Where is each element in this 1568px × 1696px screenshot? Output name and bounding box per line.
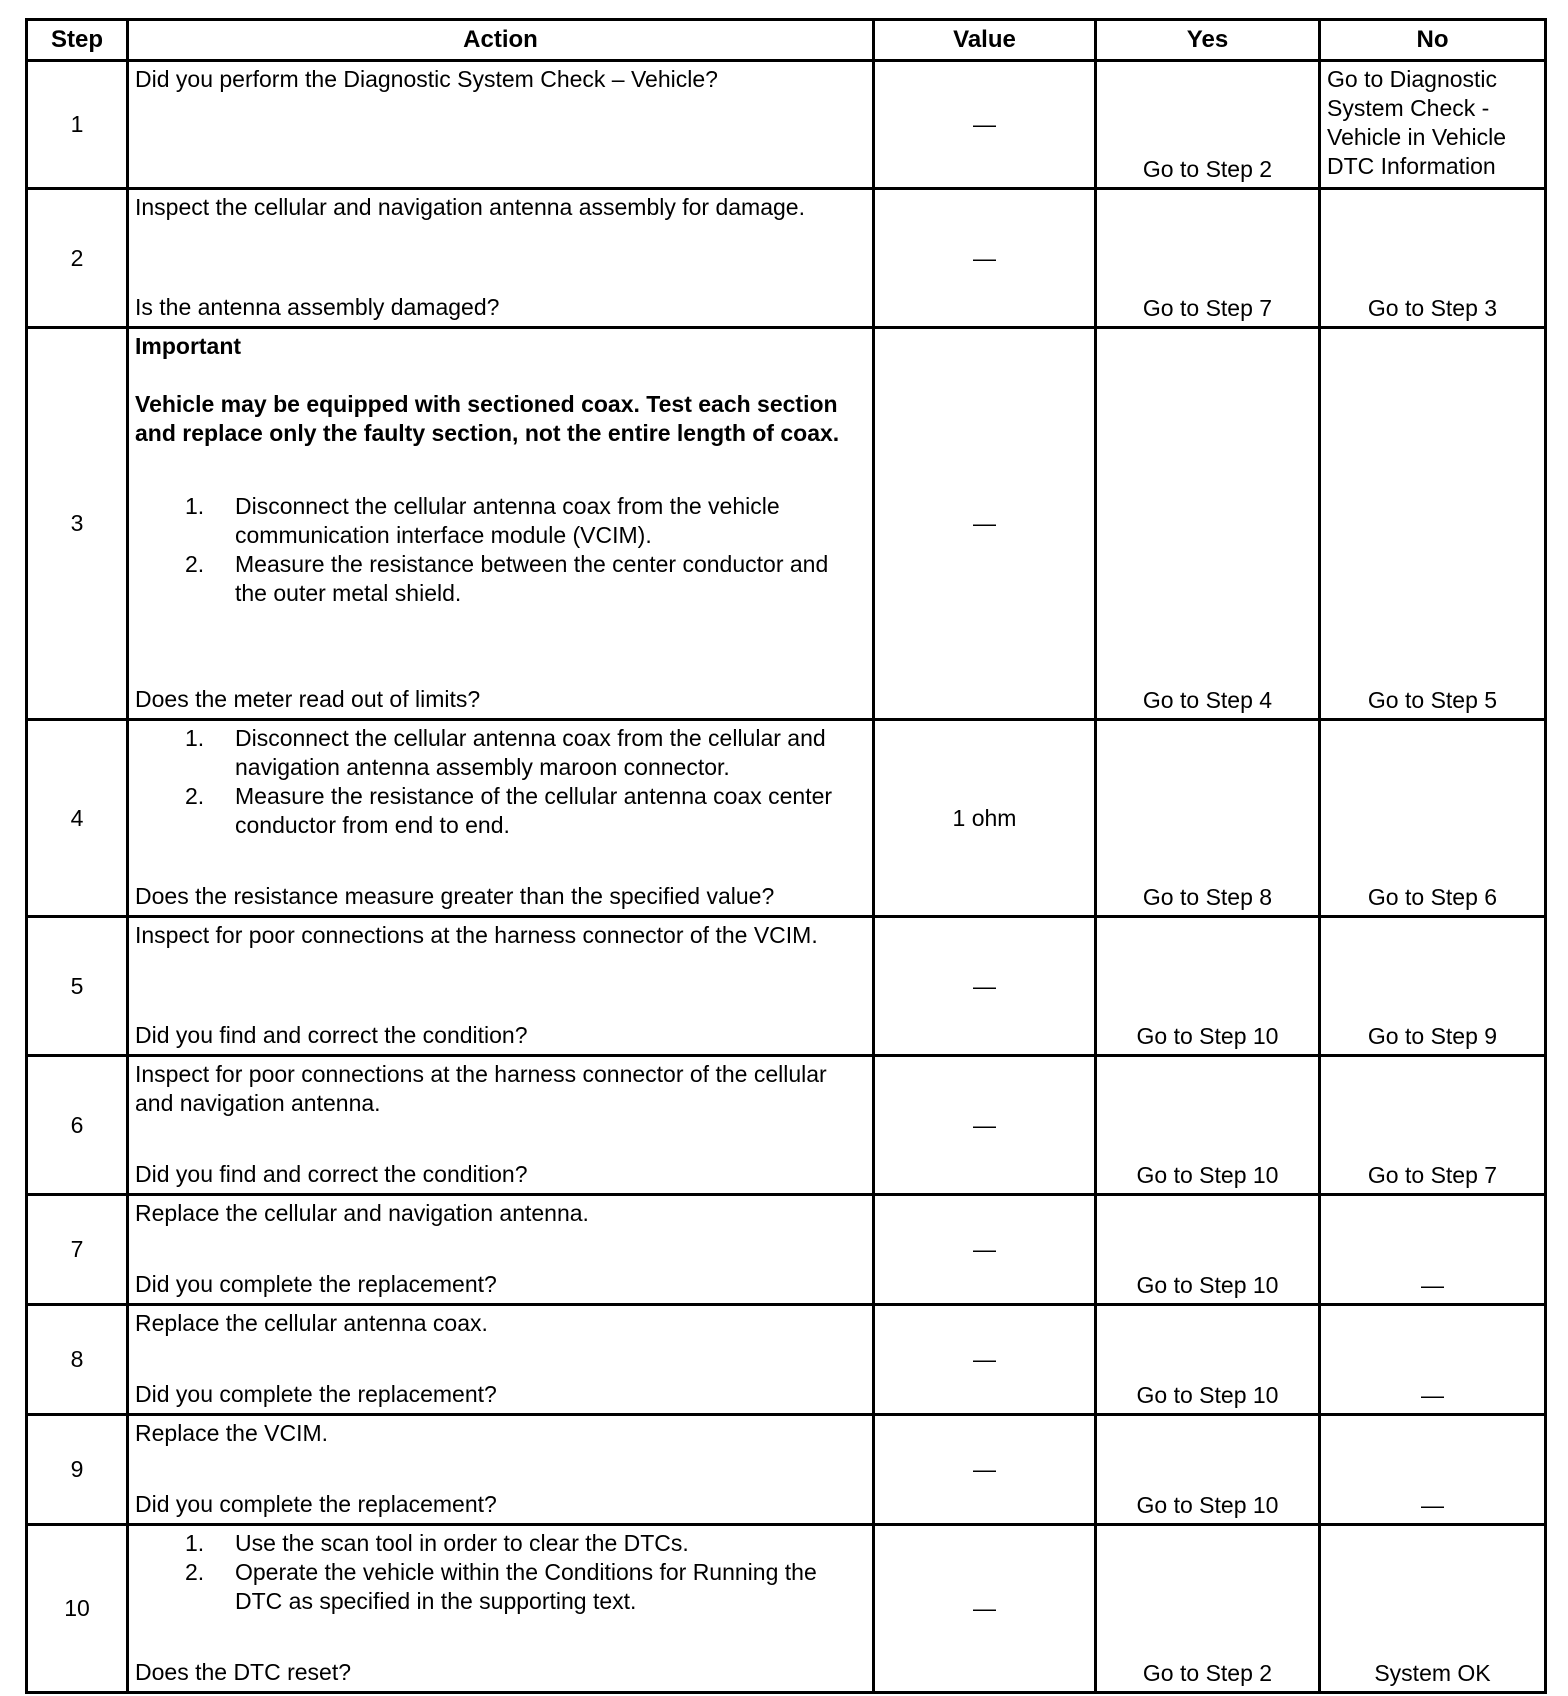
important-label: Important (135, 333, 242, 359)
step-number: 4 (27, 720, 128, 917)
action-cell (128, 189, 874, 328)
header-step: Step (27, 20, 128, 61)
no-cell: Go to Diagnostic System Check - Vehicle in Vehicle DTC Information (1320, 61, 1546, 189)
action-question: Does the resistance measure greater than the specified value? (135, 883, 775, 909)
value-cell: — (874, 1305, 1096, 1415)
value-cell: — (874, 61, 1096, 189)
table-row (27, 1305, 1546, 1415)
yes-cell: Go to Step 10 (1096, 1195, 1320, 1305)
yes-cell: Go to Step 4 (1096, 328, 1320, 720)
value-cell: — (874, 1195, 1096, 1305)
table-row (27, 328, 1546, 720)
list-item: 1. Disconnect the cellular antenna coax from the cellular and navigation antenna assembly maroon connector. (185, 725, 826, 780)
table-row (27, 189, 1546, 328)
step-number: 1 (27, 61, 128, 189)
step-number: 7 (27, 1195, 128, 1305)
value-cell: — (874, 1415, 1096, 1525)
yes-cell: Go to Step 2 (1096, 61, 1320, 189)
procedure-list (135, 492, 866, 608)
table-row (27, 917, 1546, 1056)
procedure-list (135, 724, 866, 840)
action-text: Inspect for poor connections at the harness connector of the VCIM. (135, 922, 818, 948)
list-marker: 2. (185, 551, 205, 577)
step-number: 5 (27, 917, 128, 1056)
action-cell (128, 917, 874, 1056)
action-question: Did you complete the replacement? (135, 1381, 497, 1407)
table-row (27, 1056, 1546, 1195)
no-cell: — (1320, 1305, 1546, 1415)
action-cell (128, 720, 874, 917)
value-cell: — (874, 1525, 1096, 1693)
action-cell (128, 1056, 874, 1195)
action-cell (128, 61, 874, 189)
header-action: Action (128, 20, 874, 61)
list-item: 2. Measure the resistance between the center conductor and the outer metal shield. (185, 551, 829, 606)
table-row (27, 1415, 1546, 1525)
action-cell (128, 328, 874, 720)
no-cell: — (1320, 1195, 1546, 1305)
list-item: 1. Use the scan tool in order to clear the DTCs. (185, 1530, 689, 1556)
step-number: 8 (27, 1305, 128, 1415)
list-marker: 1. (185, 725, 205, 751)
action-cell (128, 1415, 874, 1525)
value-cell: — (874, 328, 1096, 720)
yes-cell: Go to Step 10 (1096, 1415, 1320, 1525)
yes-cell: Go to Step 10 (1096, 1056, 1320, 1195)
header-yes: Yes (1096, 20, 1320, 61)
action-question: Did you find and correct the condition? (135, 1022, 528, 1048)
action-question: Did you find and correct the condition? (135, 1161, 528, 1187)
yes-cell: Go to Step 7 (1096, 189, 1320, 328)
action-text: Did you perform the Diagnostic System Check – Vehicle? (135, 66, 718, 92)
important-text: Vehicle may be equipped with sectioned coax. Test each section and replace only the faulty section, not the entire length of coax. (135, 391, 840, 446)
action-cell (128, 1195, 874, 1305)
action-question: Is the antenna assembly damaged? (135, 294, 500, 320)
no-cell: Go to Step 6 (1320, 720, 1546, 917)
action-text: Inspect the cellular and navigation antenna assembly for damage. (135, 194, 805, 220)
table-row (27, 1525, 1546, 1693)
action-question: Does the DTC reset? (135, 1659, 352, 1685)
no-cell: System OK (1320, 1525, 1546, 1693)
action-question: Does the meter read out of limits? (135, 686, 481, 712)
table-row (27, 720, 1546, 917)
no-cell: Go to Step 5 (1320, 328, 1546, 720)
no-cell: Go to Step 9 (1320, 917, 1546, 1056)
action-text: Replace the cellular and navigation antenna. (135, 1200, 589, 1226)
header-no: No (1320, 20, 1546, 61)
list-marker: 2. (185, 783, 205, 809)
step-number: 3 (27, 328, 128, 720)
diagnostic-table (25, 18, 1547, 1694)
table-row (27, 1195, 1546, 1305)
list-item: 2. Measure the resistance of the cellular antenna coax center conductor from end to end. (185, 783, 833, 838)
action-text: Replace the cellular antenna coax. (135, 1310, 488, 1336)
action-text: Replace the VCIM. (135, 1420, 329, 1446)
value-cell: — (874, 1056, 1096, 1195)
value-cell: — (874, 917, 1096, 1056)
list-item: 1. Disconnect the cellular antenna coax from the vehicle communication interface module (VCIM). (185, 493, 780, 548)
list-item: 2. Operate the vehicle within the Conditions for Running the DTC as specified in the supporting text. (185, 1559, 817, 1614)
action-cell (128, 1305, 874, 1415)
action-cell (128, 1525, 874, 1693)
table-row (27, 61, 1546, 189)
procedure-list (135, 1529, 866, 1616)
step-number: 6 (27, 1056, 128, 1195)
list-marker: 1. (185, 1530, 205, 1556)
header-row (27, 20, 1546, 61)
header-value: Value (874, 20, 1096, 61)
step-number: 10 (27, 1525, 128, 1693)
yes-cell: Go to Step 10 (1096, 1305, 1320, 1415)
no-cell: — (1320, 1415, 1546, 1525)
no-cell: Go to Step 3 (1320, 189, 1546, 328)
step-number: 2 (27, 189, 128, 328)
list-marker: 2. (185, 1559, 205, 1585)
yes-cell: Go to Step 10 (1096, 917, 1320, 1056)
yes-cell: Go to Step 8 (1096, 720, 1320, 917)
action-text: Inspect for poor connections at the harness connector of the cellular and navigation antenna. (135, 1061, 827, 1116)
step-number: 9 (27, 1415, 128, 1525)
yes-cell: Go to Step 2 (1096, 1525, 1320, 1693)
action-question: Did you complete the replacement? (135, 1271, 497, 1297)
no-cell: Go to Step 7 (1320, 1056, 1546, 1195)
value-cell: 1 ohm (874, 720, 1096, 917)
action-question: Did you complete the replacement? (135, 1491, 497, 1517)
value-cell: — (874, 189, 1096, 328)
list-marker: 1. (185, 493, 205, 519)
